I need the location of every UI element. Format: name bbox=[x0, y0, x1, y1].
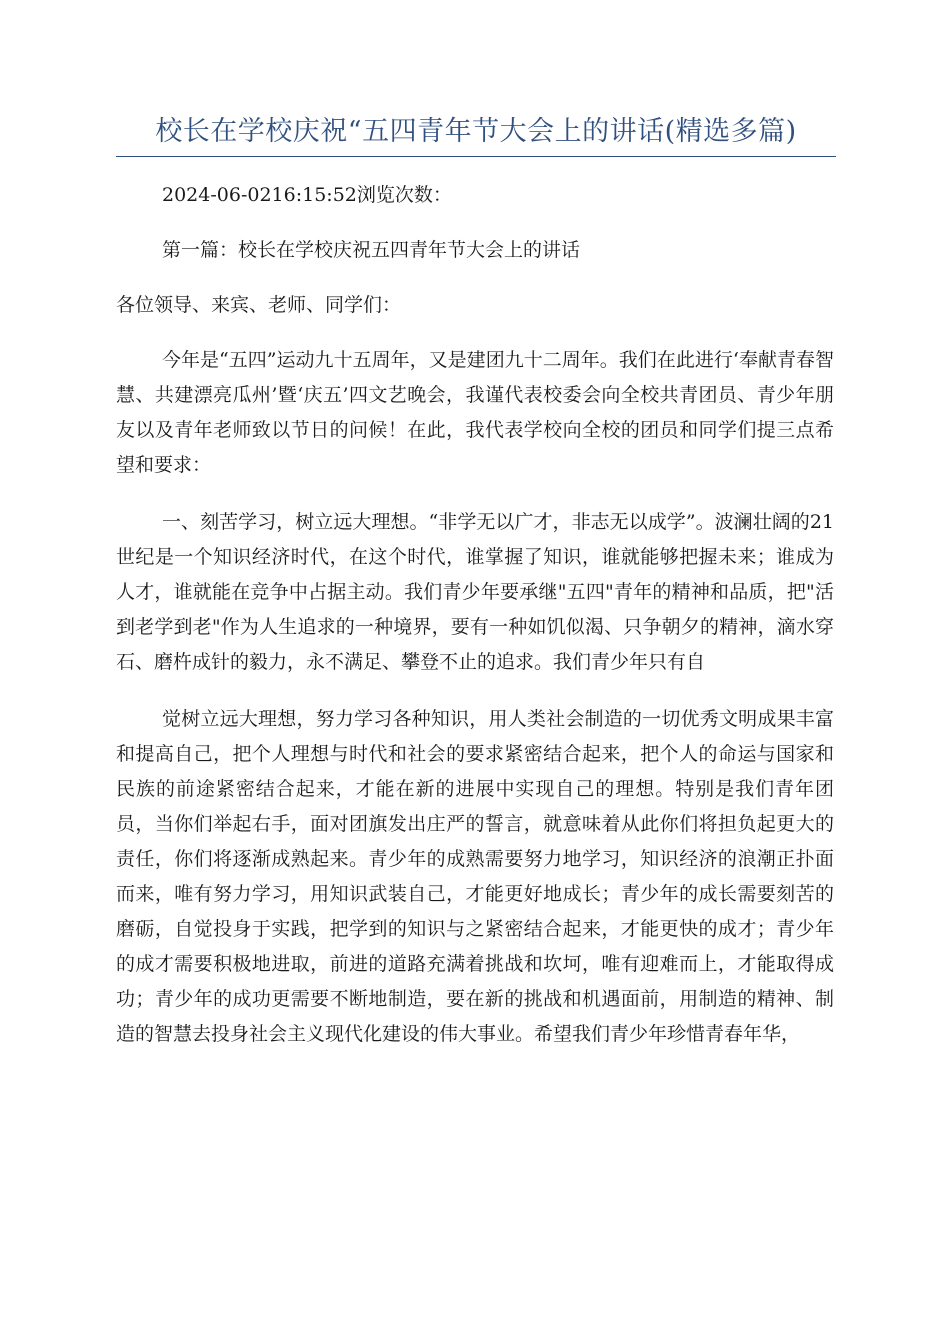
greeting: 各位领导、来宾、老师、同学们： bbox=[116, 294, 402, 316]
section-title: 第一篇：校长在学校庆祝五四青年节大会上的讲话 bbox=[162, 239, 581, 261]
title-block bbox=[116, 112, 836, 157]
paragraph: 今年是“五四”运动九十五周年，又是建团九十二周年。我们在此进行‘奉献青春智慧、共建漂亮瓜州’暨‘庆五’四文艺晚会，我谨代表校委会向全校共青团员、青少年朋友以及青年老师致以节日的问候！在此，我代表学校向全校的团员和同学们提三点希望和要求： bbox=[116, 349, 834, 476]
paragraph: 觉树立远大理想，努力学习各种知识，用人类社会制造的一切优秀文明成果丰富和提高自己，把个人理想与时代和社会的要求紧密结合起来，把个人的命运与国家和民族的前途紧密结合起来，才能在新的进展中实现自己的理想。特别是我们青年团员，当你们举起右手，面对团旗发出庄严的誓言，就意味着从此你们将担负起更大的责任，你们将逐渐成熟起来。青少年的成熟需要努力地学习，知识经济的浪潮正扑面而来，唯有努力学习，用知识武装自己，才能更好地成长；青少年的成长需要刻苦的磨砺，自觉投身于实践，把学到的知识与之紧密结合起来，才能更快的成才；青少年的成才需要积极地进取，前进的道路充满着挑战和坎坷，唯有迎难而上，才能取得成功；青少年的成功更需要不断地制造，要在新的挑战和机遇面前，用制造的精神、制造的智慧去投身社会主义现代化建设的伟大事业。希望我们青少年珍惜青春年华， bbox=[116, 708, 834, 1045]
paragraph: 一、刻苦学习，树立远大理想。“非学无以广才，非志无以成学”。波澜壮阔的21世纪是一个知识经济时代，在这个时代，谁掌握了知识，谁就能够把握未来；谁成为人才，谁就能在竞争中占据主动。我们青少年要承继"五四"青年的精神和品质，把"活到老学到老"作为人生追求的一种境界，要有一种如饥似渴、只争朝夕的精神，滴水穿石、磨杵成针的毅力，永不满足、攀登不止的追求。我们青少年只有自 bbox=[116, 511, 834, 673]
document-body bbox=[116, 178, 834, 1074]
document-title: 校长在学校庆祝“五四青年节大会上的讲话(精选多篇) bbox=[155, 116, 797, 147]
publish-meta: 2024-06-0216:15:52浏览次数： bbox=[162, 184, 452, 206]
